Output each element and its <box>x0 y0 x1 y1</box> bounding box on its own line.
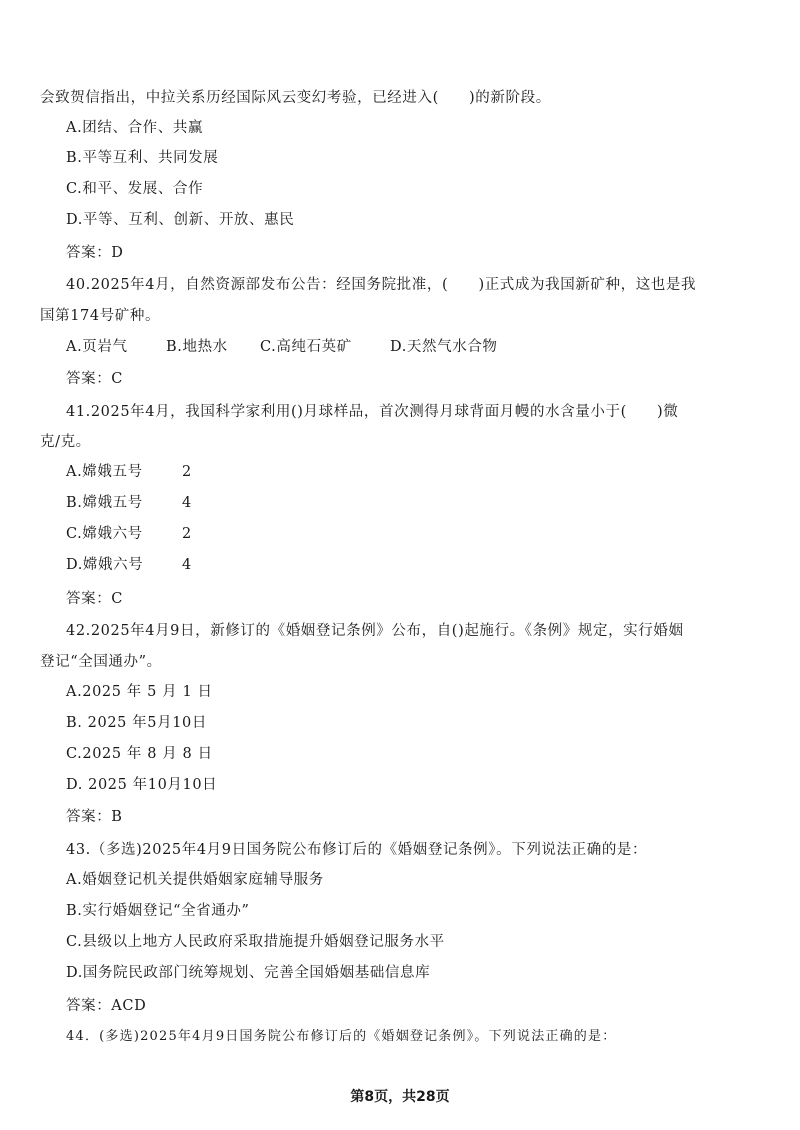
q39-answer: 答案：D <box>66 245 124 261</box>
q40-option-b: B.地热水 <box>166 339 228 355</box>
q42-stem-line2: 登记“全国通办”。 <box>40 654 162 670</box>
q43-option-b: B.实行婚姻登记“全省通办” <box>66 903 250 919</box>
q41-stem-line2: 克/克。 <box>40 434 91 450</box>
q41-option-d <box>66 555 192 575</box>
q41-stem-line1: 41.2025年4月，我国科学家利用()月球样品，首次测得月球背面月幔的水含量小于( )微 <box>66 404 679 420</box>
q40-stem-line1: 40.2025年4月，自然资源部发布公告：经国务院批准，( )正式成为我国新矿种，这也是我 <box>66 277 697 293</box>
q41-option-b-value: 4 <box>182 495 192 511</box>
q39-option-d: D.平等、互利、创新、开放、惠民 <box>66 212 295 228</box>
q42-answer: 答案：B <box>66 809 123 825</box>
q41-option-d-value: 4 <box>182 557 192 573</box>
q40-option-d: D.天然气水合物 <box>390 339 498 355</box>
q42-option-c: C.2025 年 8 月 8 日 <box>66 746 213 762</box>
q43-stem: 43.（多选)2025年4月9日国务院公布修订后的《婚姻登记条例》。下列说法正确的是： <box>66 842 648 858</box>
q41-option-d-label: D.嫦娥六号 <box>66 557 144 573</box>
q40-options <box>66 337 498 357</box>
page-number: 第8页，共28页 <box>350 1089 450 1105</box>
q41-option-c-label: C.嫦娥六号 <box>66 526 143 542</box>
q44-stem: 44．(多选)2025年4月9日国务院公布修订后的《婚姻登记条例》。下列说法正确的是： <box>66 1029 617 1044</box>
q41-option-c-value: 2 <box>182 526 192 542</box>
q43-answer: 答案：ACD <box>66 998 147 1014</box>
q41-option-c <box>66 524 192 544</box>
q41-option-a-label: A.嫦娥五号 <box>66 464 143 480</box>
q41-option-b <box>66 493 192 513</box>
q40-stem-line2: 国第174号矿种。 <box>40 308 161 324</box>
q41-option-a <box>66 462 192 482</box>
q42-option-d: D. 2025 年10月10日 <box>66 777 218 793</box>
q39-stem: 会致贺信指出，中拉关系历经国际风云变幻考验，已经进入( )的新阶段。 <box>40 90 551 106</box>
q43-option-a: A.婚姻登记机关提供婚姻家庭辅导服务 <box>66 872 324 888</box>
q42-option-b: B. 2025 年5月10日 <box>66 715 207 731</box>
q41-option-b-label: B.嫦娥五号 <box>66 495 143 511</box>
q41-answer: 答案：C <box>66 591 123 607</box>
q39-option-b: B.平等互利、共同发展 <box>66 150 219 166</box>
q40-option-c: C.高纯石英矿 <box>260 339 352 355</box>
q42-option-a: A.2025 年 5 月 1 日 <box>66 684 213 700</box>
q39-option-c: C.和平、发展、合作 <box>66 181 204 197</box>
q43-option-d: D.国务院民政部门统筹规划、完善全国婚姻基础信息库 <box>66 965 431 981</box>
q42-stem-line1: 42.2025年4月9日，新修订的《婚姻登记条例》公布，自()起施行。《条例》规定，实行婚姻 <box>66 623 684 639</box>
q41-option-a-value: 2 <box>182 464 192 480</box>
q40-answer: 答案：C <box>66 371 123 387</box>
q43-option-c: C.县级以上地方人民政府采取措施提升婚姻登记服务水平 <box>66 934 445 950</box>
q40-option-a: A.页岩气 <box>66 339 128 355</box>
q39-option-a: A.团结、合作、共赢 <box>66 120 204 136</box>
